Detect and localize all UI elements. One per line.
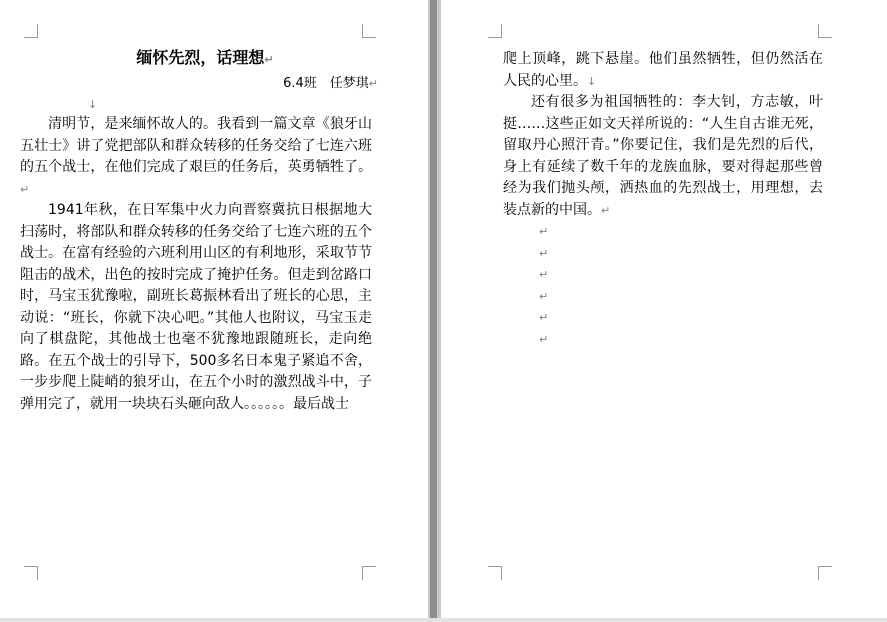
crop-mark-top-right	[362, 24, 376, 38]
paragraph: 爬上顶峰，跳下悬崖。他们虽然牺牲，但仍然活在人民的心里。↓	[503, 51, 823, 89]
empty-paragraph	[503, 264, 823, 286]
empty-paragraph	[503, 329, 823, 351]
paragraph-mark: ↵	[539, 246, 549, 260]
crop-mark-bottom-right	[818, 566, 832, 580]
left-text-column[interactable]	[20, 45, 378, 415]
paragraph: 清明节，是来缅怀故人的。我看到一篇文章《狼牙山五壮士》讲了党把部队和群众转移的任务交给了七连六班的五个战士，在他们完成了艰巨的任务后，英勇牺牲了。↵	[20, 116, 372, 196]
empty-paragraph	[503, 243, 823, 265]
paragraph-mark: ↵	[539, 311, 549, 324]
document-title: 缅怀先烈，话理想↵	[136, 48, 274, 67]
page-gutter	[428, 0, 441, 622]
crop-mark-top-left	[24, 24, 38, 38]
paragraph-mark: ↵	[539, 268, 549, 281]
empty-paragraph	[503, 307, 823, 329]
paragraph: 还有很多为祖国牺牲的：李大钊，方志敏，叶挺……这些正如文天祥所说的：“人生自古谁无死，留取丹心照汗青。”你要记住，我们是先烈的后代，身上有延续了数千年的龙族血脉，要对得起那些曾经为我们抛头颅，洒热血的先烈战士，用理想，去装点新的中国。↵	[503, 94, 823, 218]
document-author: 6.4班 任梦琪↵	[283, 76, 378, 91]
crop-mark-bottom-right	[362, 566, 376, 580]
page-left	[0, 0, 428, 618]
crop-mark-bottom-left	[24, 566, 38, 580]
empty-paragraph	[503, 286, 823, 308]
status-strip	[0, 618, 887, 622]
paragraph-mark: ↵	[264, 53, 274, 66]
paragraph-mark: ↵	[20, 182, 30, 196]
empty-paragraph	[503, 221, 823, 243]
line-break-mark: ↓	[587, 74, 597, 88]
crop-mark-top-left	[488, 24, 502, 38]
line-break-mark: ↓	[88, 98, 98, 111]
right-text-column[interactable]	[503, 49, 823, 350]
empty-line	[20, 95, 372, 114]
paragraph-mark: ↵	[368, 77, 378, 90]
paragraph-mark: ↵	[539, 225, 549, 238]
paragraph-mark: ↵	[539, 289, 549, 303]
paragraph-mark: ↵	[539, 332, 549, 346]
crop-mark-bottom-left	[488, 566, 502, 580]
crop-mark-top-right	[818, 24, 832, 38]
paragraph-mark: ↵	[601, 203, 611, 217]
paragraph: 1941年秋，在日军集中火力向晋察冀抗日根据地大扫荡时，将部队和群众转移的任务交给了七连六班的五个战士。在富有经验的六班利用山区的有利地形，采取节节阻击的战术，出色的按时完成了掩护任务。但走到岔路口时，马宝玉犹豫啦，副班长葛振林看出了班长的心思，主动说：“班长，你就下决心吧。”其他人也附议，马宝玉走向了棋盘陀，其他战士也毫不犹豫地跟随班长，走向绝路。在五个战士的引导下，500多名日本鬼子紧追不舍，一步步爬上陡峭的狼牙山，在五个小时的激烈战斗中，子弹用完了，就用一块块石头砸向敌人。。。。。。最后战士	[20, 202, 372, 412]
